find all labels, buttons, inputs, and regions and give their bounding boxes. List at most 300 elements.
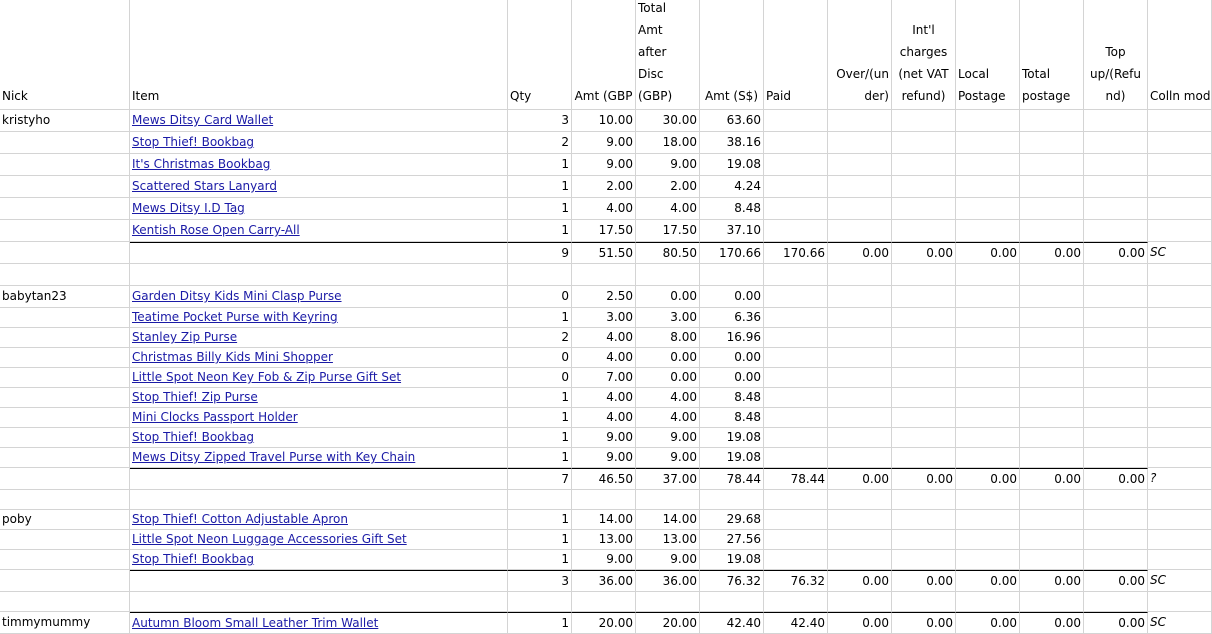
cell-tpost[interactable] xyxy=(1020,198,1084,220)
cell-paid[interactable] xyxy=(764,530,828,550)
cell-paid[interactable] xyxy=(764,490,828,510)
cell-item[interactable] xyxy=(130,428,508,448)
cell-intl[interactable] xyxy=(892,490,956,510)
cell-sgd[interactable]: 27.56 xyxy=(700,530,764,550)
cell-sgd[interactable]: 8.48 xyxy=(700,388,764,408)
cell-nick[interactable] xyxy=(0,490,130,510)
cell-topup[interactable] xyxy=(1084,428,1148,448)
cell-sgd[interactable] xyxy=(700,490,764,510)
cell-total[interactable]: 3.00 xyxy=(636,308,700,328)
cell-local[interactable] xyxy=(956,510,1020,530)
cell-local[interactable]: 0.00 xyxy=(956,242,1020,264)
cell-sgd[interactable]: 4.24 xyxy=(700,176,764,198)
cell-topup[interactable] xyxy=(1084,308,1148,328)
cell-item[interactable] xyxy=(130,308,508,328)
cell-qty[interactable]: 1 xyxy=(508,220,572,242)
cell-paid[interactable]: 42.40 xyxy=(764,612,828,634)
cell-over[interactable] xyxy=(828,198,892,220)
cell-colln[interactable] xyxy=(1148,110,1212,132)
cell-total[interactable] xyxy=(636,264,700,286)
cell-local[interactable] xyxy=(956,154,1020,176)
cell-paid[interactable] xyxy=(764,348,828,368)
cell-qty[interactable]: 1 xyxy=(508,408,572,428)
cell-over[interactable] xyxy=(828,550,892,570)
cell-total[interactable]: 20.00 xyxy=(636,612,700,634)
cell-over[interactable]: 0.00 xyxy=(828,570,892,592)
cell-topup[interactable]: 0.00 xyxy=(1084,468,1148,490)
cell-item[interactable] xyxy=(130,132,508,154)
item-link[interactable]: Stop Thief! Bookbag xyxy=(132,135,255,149)
cell-nick[interactable] xyxy=(0,308,130,328)
item-link[interactable]: Little Spot Neon Key Fob & Zip Purse Gift Set xyxy=(132,370,402,384)
cell-total[interactable]: 36.00 xyxy=(636,570,700,592)
cell-qty[interactable]: 2 xyxy=(508,328,572,348)
cell-total[interactable]: 13.00 xyxy=(636,530,700,550)
cell-nick[interactable] xyxy=(0,368,130,388)
cell-tpost[interactable] xyxy=(1020,428,1084,448)
cell-item[interactable] xyxy=(130,592,508,612)
cell-amt[interactable]: 20.00 xyxy=(572,612,636,634)
cell-colln[interactable] xyxy=(1148,286,1212,308)
cell-qty[interactable] xyxy=(508,490,572,510)
cell-topup[interactable]: 0.00 xyxy=(1084,570,1148,592)
cell-tpost[interactable] xyxy=(1020,154,1084,176)
cell-total[interactable] xyxy=(636,490,700,510)
cell-paid[interactable] xyxy=(764,264,828,286)
cell-amt[interactable]: 9.00 xyxy=(572,132,636,154)
cell-item[interactable] xyxy=(130,490,508,510)
cell-nick[interactable] xyxy=(0,468,130,490)
cell-qty[interactable]: 1 xyxy=(508,308,572,328)
cell-amt[interactable]: 10.00 xyxy=(572,110,636,132)
cell-over[interactable] xyxy=(828,408,892,428)
cell-local[interactable] xyxy=(956,428,1020,448)
cell-sgd[interactable]: 42.40 xyxy=(700,612,764,634)
cell-colln[interactable] xyxy=(1148,550,1212,570)
cell-tpost[interactable]: 0.00 xyxy=(1020,612,1084,634)
cell-local[interactable] xyxy=(956,388,1020,408)
cell-item[interactable] xyxy=(130,328,508,348)
cell-topup[interactable] xyxy=(1084,110,1148,132)
cell-intl[interactable] xyxy=(892,530,956,550)
cell-nick[interactable] xyxy=(0,348,130,368)
cell-sgd[interactable]: 0.00 xyxy=(700,348,764,368)
cell-paid[interactable] xyxy=(764,220,828,242)
cell-item[interactable] xyxy=(130,510,508,530)
header-nick[interactable] xyxy=(0,0,130,110)
cell-item[interactable] xyxy=(130,612,508,634)
cell-paid[interactable] xyxy=(764,592,828,612)
cell-over[interactable] xyxy=(828,154,892,176)
cell-qty[interactable]: 9 xyxy=(508,242,572,264)
cell-intl[interactable] xyxy=(892,220,956,242)
cell-colln[interactable] xyxy=(1148,348,1212,368)
cell-total[interactable]: 4.00 xyxy=(636,198,700,220)
cell-paid[interactable] xyxy=(764,154,828,176)
cell-total[interactable]: 9.00 xyxy=(636,550,700,570)
cell-tpost[interactable] xyxy=(1020,408,1084,428)
cell-paid[interactable] xyxy=(764,368,828,388)
cell-tpost[interactable] xyxy=(1020,328,1084,348)
cell-intl[interactable]: 0.00 xyxy=(892,468,956,490)
cell-paid[interactable] xyxy=(764,328,828,348)
cell-local[interactable] xyxy=(956,286,1020,308)
cell-topup[interactable] xyxy=(1084,328,1148,348)
cell-paid[interactable]: 78.44 xyxy=(764,468,828,490)
cell-item[interactable] xyxy=(130,110,508,132)
item-link[interactable]: Garden Ditsy Kids Mini Clasp Purse xyxy=(132,289,342,303)
cell-over[interactable] xyxy=(828,388,892,408)
cell-intl[interactable] xyxy=(892,510,956,530)
cell-intl[interactable] xyxy=(892,428,956,448)
cell-amt[interactable]: 13.00 xyxy=(572,530,636,550)
cell-topup[interactable] xyxy=(1084,408,1148,428)
cell-sgd[interactable]: 8.48 xyxy=(700,198,764,220)
cell-amt[interactable]: 2.50 xyxy=(572,286,636,308)
cell-intl[interactable] xyxy=(892,132,956,154)
cell-topup[interactable] xyxy=(1084,510,1148,530)
cell-colln[interactable] xyxy=(1148,592,1212,612)
cell-paid[interactable] xyxy=(764,388,828,408)
cell-total[interactable]: 2.00 xyxy=(636,176,700,198)
cell-sgd[interactable]: 19.08 xyxy=(700,448,764,468)
cell-topup[interactable] xyxy=(1084,490,1148,510)
cell-total[interactable]: 30.00 xyxy=(636,110,700,132)
cell-tpost[interactable] xyxy=(1020,286,1084,308)
cell-topup[interactable] xyxy=(1084,198,1148,220)
cell-over[interactable] xyxy=(828,220,892,242)
cell-topup[interactable] xyxy=(1084,264,1148,286)
cell-total[interactable]: 0.00 xyxy=(636,368,700,388)
cell-over[interactable]: 0.00 xyxy=(828,242,892,264)
cell-topup[interactable] xyxy=(1084,220,1148,242)
cell-nick[interactable] xyxy=(0,264,130,286)
cell-qty[interactable]: 1 xyxy=(508,176,572,198)
cell-intl[interactable] xyxy=(892,408,956,428)
cell-colln[interactable] xyxy=(1148,368,1212,388)
item-link[interactable]: Kentish Rose Open Carry-All xyxy=(132,223,300,237)
cell-colln[interactable] xyxy=(1148,308,1212,328)
cell-paid[interactable]: 76.32 xyxy=(764,570,828,592)
cell-sgd[interactable]: 63.60 xyxy=(700,110,764,132)
cell-sgd[interactable]: 0.00 xyxy=(700,368,764,388)
cell-nick[interactable] xyxy=(0,448,130,468)
cell-local[interactable] xyxy=(956,530,1020,550)
cell-intl[interactable] xyxy=(892,154,956,176)
cell-sgd[interactable]: 16.96 xyxy=(700,328,764,348)
item-link[interactable]: Stop Thief! Bookbag xyxy=(132,430,255,444)
cell-local[interactable] xyxy=(956,408,1020,428)
header-top_up[interactable] xyxy=(1084,0,1148,110)
cell-intl[interactable] xyxy=(892,388,956,408)
cell-paid[interactable] xyxy=(764,510,828,530)
header-amt_sgd[interactable] xyxy=(700,0,764,110)
cell-item[interactable] xyxy=(130,220,508,242)
cell-item[interactable] xyxy=(130,198,508,220)
cell-intl[interactable]: 0.00 xyxy=(892,612,956,634)
cell-nick[interactable] xyxy=(0,242,130,264)
cell-tpost[interactable]: 0.00 xyxy=(1020,468,1084,490)
cell-item[interactable] xyxy=(130,348,508,368)
cell-over[interactable] xyxy=(828,490,892,510)
cell-amt[interactable]: 17.50 xyxy=(572,220,636,242)
cell-tpost[interactable] xyxy=(1020,388,1084,408)
cell-topup[interactable] xyxy=(1084,348,1148,368)
cell-local[interactable]: 0.00 xyxy=(956,612,1020,634)
cell-tpost[interactable] xyxy=(1020,550,1084,570)
cell-over[interactable] xyxy=(828,530,892,550)
cell-over[interactable] xyxy=(828,176,892,198)
cell-local[interactable] xyxy=(956,348,1020,368)
cell-over[interactable] xyxy=(828,328,892,348)
cell-item[interactable] xyxy=(130,388,508,408)
cell-qty[interactable]: 3 xyxy=(508,110,572,132)
cell-colln[interactable] xyxy=(1148,154,1212,176)
header-total_postage[interactable] xyxy=(1020,0,1084,110)
cell-topup[interactable] xyxy=(1084,368,1148,388)
item-link[interactable]: Mews Ditsy Card Wallet xyxy=(132,113,274,127)
cell-total[interactable]: 0.00 xyxy=(636,348,700,368)
cell-local[interactable] xyxy=(956,490,1020,510)
cell-sgd[interactable]: 78.44 xyxy=(700,468,764,490)
cell-nick[interactable] xyxy=(0,592,130,612)
cell-amt[interactable] xyxy=(572,264,636,286)
cell-local[interactable] xyxy=(956,448,1020,468)
cell-paid[interactable] xyxy=(764,408,828,428)
cell-nick[interactable]: timmymummy xyxy=(0,612,130,634)
cell-qty[interactable]: 1 xyxy=(508,510,572,530)
cell-nick[interactable] xyxy=(0,428,130,448)
cell-local[interactable] xyxy=(956,220,1020,242)
cell-over[interactable] xyxy=(828,428,892,448)
cell-colln[interactable] xyxy=(1148,198,1212,220)
cell-local[interactable] xyxy=(956,368,1020,388)
cell-intl[interactable] xyxy=(892,448,956,468)
cell-tpost[interactable]: 0.00 xyxy=(1020,570,1084,592)
header-amt_gbp[interactable] xyxy=(572,0,636,110)
cell-nick[interactable] xyxy=(0,176,130,198)
cell-tpost[interactable] xyxy=(1020,348,1084,368)
cell-paid[interactable] xyxy=(764,550,828,570)
item-link[interactable]: Stop Thief! Cotton Adjustable Apron xyxy=(132,512,348,526)
cell-local[interactable] xyxy=(956,110,1020,132)
cell-amt[interactable]: 2.00 xyxy=(572,176,636,198)
cell-total[interactable]: 9.00 xyxy=(636,154,700,176)
cell-amt[interactable]: 9.00 xyxy=(572,428,636,448)
cell-qty[interactable]: 1 xyxy=(508,198,572,220)
header-over_under[interactable] xyxy=(828,0,892,110)
cell-amt[interactable]: 36.00 xyxy=(572,570,636,592)
cell-tpost[interactable] xyxy=(1020,220,1084,242)
cell-sgd[interactable]: 38.16 xyxy=(700,132,764,154)
cell-sgd[interactable]: 19.08 xyxy=(700,154,764,176)
item-link[interactable]: Stanley Zip Purse xyxy=(132,330,238,344)
cell-over[interactable] xyxy=(828,510,892,530)
cell-colln[interactable] xyxy=(1148,388,1212,408)
cell-paid[interactable] xyxy=(764,132,828,154)
cell-item[interactable] xyxy=(130,154,508,176)
cell-qty[interactable]: 1 xyxy=(508,530,572,550)
cell-qty[interactable]: 0 xyxy=(508,368,572,388)
cell-over[interactable] xyxy=(828,448,892,468)
cell-sgd[interactable] xyxy=(700,264,764,286)
cell-colln[interactable] xyxy=(1148,510,1212,530)
cell-intl[interactable] xyxy=(892,550,956,570)
cell-intl[interactable] xyxy=(892,286,956,308)
cell-tpost[interactable] xyxy=(1020,592,1084,612)
cell-total[interactable]: 17.50 xyxy=(636,220,700,242)
cell-sgd[interactable]: 0.00 xyxy=(700,286,764,308)
cell-sgd[interactable]: 19.08 xyxy=(700,428,764,448)
cell-total[interactable]: 9.00 xyxy=(636,448,700,468)
cell-local[interactable] xyxy=(956,328,1020,348)
cell-topup[interactable]: 0.00 xyxy=(1084,612,1148,634)
cell-total[interactable]: 4.00 xyxy=(636,388,700,408)
cell-amt[interactable]: 9.00 xyxy=(572,154,636,176)
cell-amt[interactable]: 46.50 xyxy=(572,468,636,490)
cell-over[interactable] xyxy=(828,348,892,368)
cell-amt[interactable]: 9.00 xyxy=(572,448,636,468)
cell-local[interactable] xyxy=(956,550,1020,570)
cell-item[interactable] xyxy=(130,468,508,490)
cell-item[interactable] xyxy=(130,242,508,264)
cell-total[interactable]: 37.00 xyxy=(636,468,700,490)
cell-amt[interactable]: 4.00 xyxy=(572,388,636,408)
cell-colln[interactable] xyxy=(1148,428,1212,448)
cell-topup[interactable] xyxy=(1084,286,1148,308)
cell-item[interactable] xyxy=(130,176,508,198)
cell-tpost[interactable] xyxy=(1020,176,1084,198)
header-paid[interactable] xyxy=(764,0,828,110)
cell-intl[interactable] xyxy=(892,176,956,198)
cell-local[interactable] xyxy=(956,176,1020,198)
cell-qty[interactable]: 7 xyxy=(508,468,572,490)
cell-over[interactable] xyxy=(828,132,892,154)
cell-tpost[interactable] xyxy=(1020,530,1084,550)
cell-item[interactable] xyxy=(130,264,508,286)
cell-qty[interactable]: 1 xyxy=(508,550,572,570)
cell-amt[interactable]: 4.00 xyxy=(572,348,636,368)
cell-paid[interactable] xyxy=(764,308,828,328)
cell-total[interactable]: 14.00 xyxy=(636,510,700,530)
cell-amt[interactable]: 14.00 xyxy=(572,510,636,530)
cell-colln[interactable]: SC xyxy=(1148,612,1212,634)
cell-over[interactable] xyxy=(828,110,892,132)
header-item[interactable] xyxy=(130,0,508,110)
cell-local[interactable] xyxy=(956,264,1020,286)
cell-over[interactable] xyxy=(828,264,892,286)
cell-intl[interactable] xyxy=(892,110,956,132)
item-link[interactable]: Christmas Billy Kids Mini Shopper xyxy=(132,350,333,364)
item-link[interactable]: It's Christmas Bookbag xyxy=(132,157,271,171)
cell-local[interactable] xyxy=(956,592,1020,612)
cell-over[interactable]: 0.00 xyxy=(828,612,892,634)
cell-amt[interactable]: 4.00 xyxy=(572,408,636,428)
cell-tpost[interactable] xyxy=(1020,264,1084,286)
cell-intl[interactable] xyxy=(892,368,956,388)
cell-total[interactable]: 4.00 xyxy=(636,408,700,428)
cell-sgd[interactable]: 29.68 xyxy=(700,510,764,530)
cell-paid[interactable] xyxy=(764,448,828,468)
header-local_postage[interactable] xyxy=(956,0,1020,110)
cell-colln[interactable] xyxy=(1148,408,1212,428)
cell-nick[interactable] xyxy=(0,154,130,176)
cell-qty[interactable]: 1 xyxy=(508,388,572,408)
cell-sgd[interactable]: 170.66 xyxy=(700,242,764,264)
cell-sgd[interactable] xyxy=(700,592,764,612)
cell-intl[interactable] xyxy=(892,348,956,368)
cell-over[interactable] xyxy=(828,308,892,328)
header-qty[interactable] xyxy=(508,0,572,110)
cell-total[interactable]: 9.00 xyxy=(636,428,700,448)
cell-item[interactable] xyxy=(130,286,508,308)
cell-sgd[interactable]: 19.08 xyxy=(700,550,764,570)
cell-local[interactable]: 0.00 xyxy=(956,468,1020,490)
cell-qty[interactable]: 2 xyxy=(508,132,572,154)
cell-qty[interactable]: 1 xyxy=(508,612,572,634)
cell-intl[interactable]: 0.00 xyxy=(892,242,956,264)
cell-tpost[interactable] xyxy=(1020,510,1084,530)
cell-nick[interactable] xyxy=(0,198,130,220)
cell-total[interactable]: 0.00 xyxy=(636,286,700,308)
cell-colln[interactable]: SC xyxy=(1148,242,1212,264)
cell-tpost[interactable] xyxy=(1020,448,1084,468)
cell-amt[interactable]: 4.00 xyxy=(572,198,636,220)
cell-sgd[interactable]: 6.36 xyxy=(700,308,764,328)
item-link[interactable]: Scattered Stars Lanyard xyxy=(132,179,277,193)
cell-local[interactable] xyxy=(956,132,1020,154)
cell-nick[interactable]: kristyho xyxy=(0,110,130,132)
cell-paid[interactable] xyxy=(764,198,828,220)
cell-qty[interactable]: 0 xyxy=(508,286,572,308)
cell-over[interactable] xyxy=(828,592,892,612)
cell-intl[interactable] xyxy=(892,198,956,220)
cell-colln[interactable] xyxy=(1148,448,1212,468)
cell-topup[interactable] xyxy=(1084,154,1148,176)
cell-over[interactable]: 0.00 xyxy=(828,468,892,490)
cell-tpost[interactable] xyxy=(1020,110,1084,132)
cell-amt[interactable]: 9.00 xyxy=(572,550,636,570)
cell-nick[interactable] xyxy=(0,132,130,154)
item-link[interactable]: Mews Ditsy I.D Tag xyxy=(132,201,245,215)
cell-total[interactable]: 18.00 xyxy=(636,132,700,154)
cell-paid[interactable]: 170.66 xyxy=(764,242,828,264)
cell-tpost[interactable] xyxy=(1020,308,1084,328)
cell-over[interactable] xyxy=(828,286,892,308)
cell-nick[interactable] xyxy=(0,550,130,570)
cell-colln[interactable] xyxy=(1148,264,1212,286)
item-link[interactable]: Stop Thief! Bookbag xyxy=(132,552,255,566)
item-link[interactable]: Teatime Pocket Purse with Keyring xyxy=(132,310,338,324)
cell-topup[interactable] xyxy=(1084,176,1148,198)
cell-colln[interactable] xyxy=(1148,176,1212,198)
cell-nick[interactable] xyxy=(0,570,130,592)
cell-topup[interactable]: 0.00 xyxy=(1084,242,1148,264)
cell-amt[interactable] xyxy=(572,490,636,510)
cell-amt[interactable]: 51.50 xyxy=(572,242,636,264)
cell-sgd[interactable]: 8.48 xyxy=(700,408,764,428)
item-link[interactable]: Little Spot Neon Luggage Accessories Gift Set xyxy=(132,532,407,546)
header-total_after_disc[interactable] xyxy=(636,0,700,110)
header-colln[interactable] xyxy=(1148,0,1212,110)
cell-item[interactable] xyxy=(130,448,508,468)
cell-sgd[interactable]: 37.10 xyxy=(700,220,764,242)
cell-nick[interactable] xyxy=(0,220,130,242)
cell-topup[interactable] xyxy=(1084,132,1148,154)
cell-qty[interactable]: 1 xyxy=(508,428,572,448)
cell-topup[interactable] xyxy=(1084,530,1148,550)
cell-nick[interactable] xyxy=(0,388,130,408)
